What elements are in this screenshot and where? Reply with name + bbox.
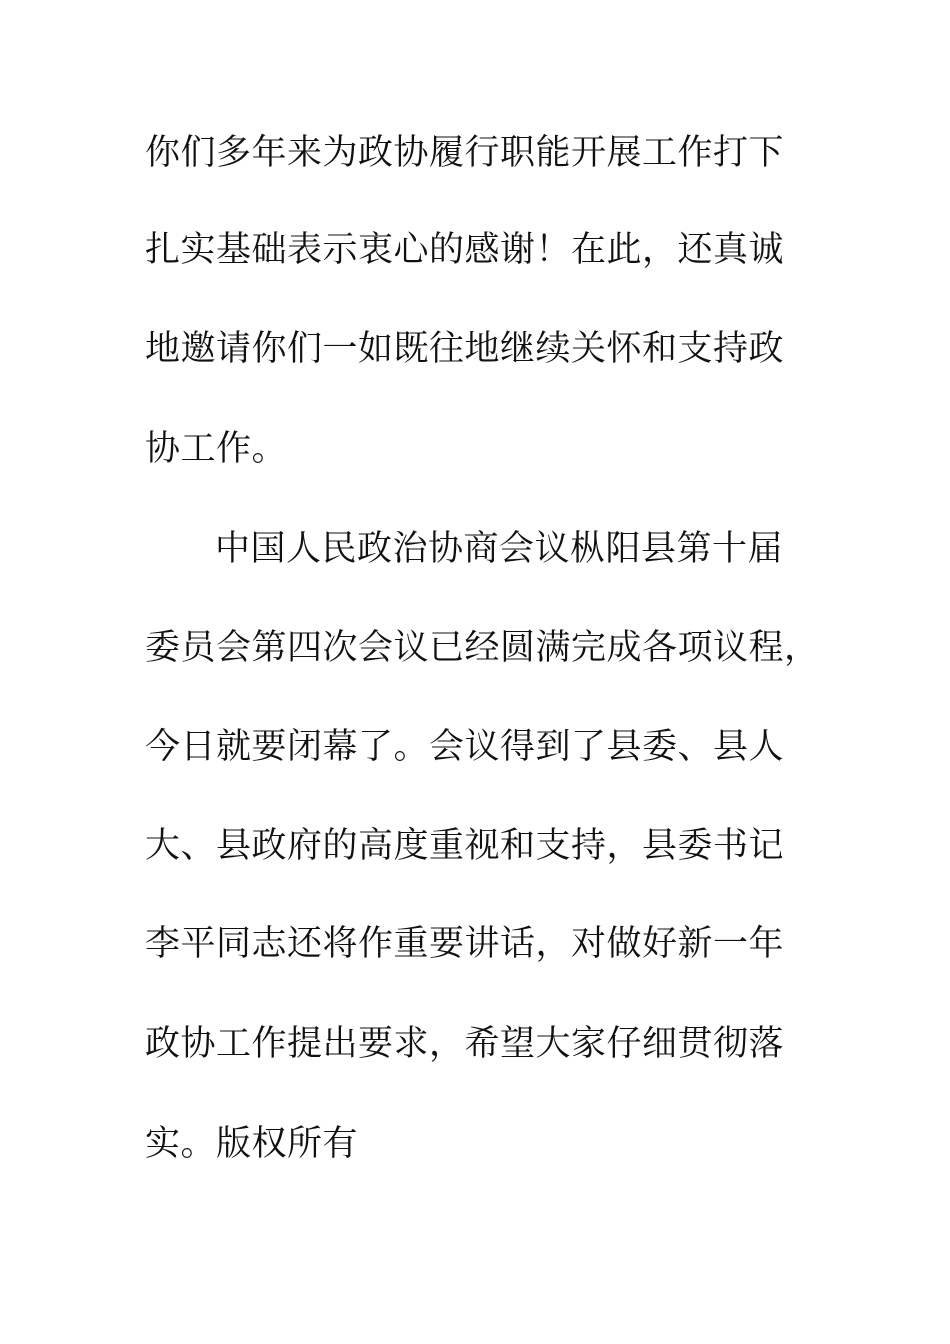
text-line-4: 协工作。 bbox=[145, 429, 288, 469]
paragraph-2-line-1: 中国人民政治协商会议枞阳县第十届 bbox=[215, 529, 784, 569]
text-line-6: 委员会第四次会议已经圆满完成各项议程， bbox=[145, 628, 820, 668]
text-line-1: 你们多年来为政协履行职能开展工作打下 bbox=[145, 133, 785, 173]
text-line-3: 地邀请你们一如既往地继续关怀和支持政 bbox=[145, 329, 785, 369]
text-line-10: 政协工作提出要求，希望大家仔细贯彻落 bbox=[145, 1024, 785, 1064]
text-line-7: 今日就要闭幕了。会议得到了县委、县人 bbox=[145, 727, 785, 767]
text-line-11: 实。版权所有 bbox=[145, 1124, 359, 1164]
text-line-2: 扎实基础表示衷心的感谢！在此，还真诚 bbox=[145, 230, 785, 270]
text-line-8: 大、县政府的高度重视和支持，县委书记 bbox=[145, 826, 785, 866]
text-line-9: 李平同志还将作重要讲话，对做好新一年 bbox=[145, 924, 785, 964]
